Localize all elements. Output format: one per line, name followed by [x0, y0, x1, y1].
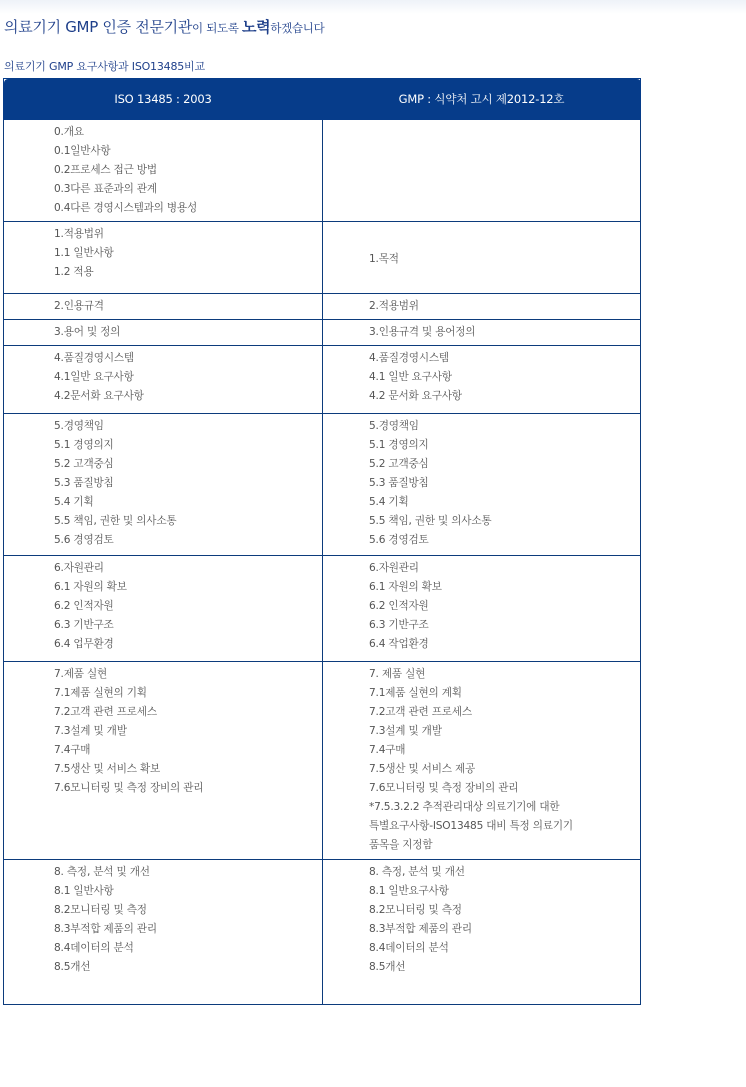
cell-line: 8. 측정, 분석 및 개선 [54, 866, 150, 878]
table-row [4, 320, 641, 346]
cell-line: 6.3 기반구조 [54, 619, 114, 631]
cell-line: 특별요구사항-ISO13485 대비 특정 의료기기 [369, 820, 573, 832]
title-main: 의료기기 GMP 인증 전문기관 [4, 18, 193, 36]
cell-line: 3.용어 및 정의 [54, 326, 121, 338]
gmp-cell [323, 222, 641, 294]
cell-line: 5.6 경영검토 [54, 534, 114, 546]
cell-line: 5.2 고객중심 [369, 458, 429, 470]
cell-line: 8.2모니터링 및 측정 [54, 904, 147, 916]
cell-line: 7. 제품 실현 [369, 668, 426, 680]
gmp-cell [323, 320, 641, 346]
iso-cell [4, 222, 323, 294]
cell-line: 4.품질경영시스템 [369, 352, 449, 364]
cell-line: 7.6모니터링 및 측정 장비의 관리 [369, 782, 519, 794]
cell-line: 8.3부적합 제품의 관리 [369, 923, 472, 935]
iso-cell [4, 860, 323, 1005]
cell-line: 6.2 인적자원 [54, 600, 114, 612]
cell-line: 1.목적 [369, 252, 399, 265]
table-row [4, 294, 641, 320]
cell-line: 7.1제품 실현의 계획 [369, 687, 462, 699]
cell-line: 7.2고객 관련 프로세스 [54, 706, 157, 718]
cell-line: 6.4 업무환경 [54, 638, 114, 650]
cell-line: 2.적용범위 [369, 300, 419, 312]
gmp-cell [323, 346, 641, 414]
page-title [4, 16, 324, 37]
top-gradient-bar [0, 0, 746, 14]
gmp-cell [323, 294, 641, 320]
cell-line: 6.2 인적자원 [369, 600, 429, 612]
iso-cell [4, 346, 323, 414]
iso-cell [4, 320, 323, 346]
cell-line: 5.경영책임 [369, 420, 419, 432]
table-row [4, 662, 641, 860]
cell-line: 7.5생산 및 서비스 제공 [369, 763, 476, 775]
iso-cell [4, 294, 323, 320]
cell-line: 8.4데이터의 분석 [54, 942, 134, 954]
cell-line: 4.1 일반 요구사항 [369, 371, 452, 383]
cell-line: 6.자원관리 [369, 562, 419, 574]
section-title: 의료기기 GMP 요구사항과 ISO13485비교 [4, 60, 205, 73]
cell-line: 5.경영책임 [54, 420, 104, 432]
cell-line: 8.5개선 [369, 961, 406, 973]
cell-line: 6.4 작업환경 [369, 638, 429, 650]
cell-line: 6.3 기반구조 [369, 619, 429, 631]
gmp-cell [323, 662, 641, 860]
cell-line: 1.2 적용 [54, 266, 94, 278]
cell-line: 6.1 자원의 확보 [369, 581, 442, 593]
gmp-cell [323, 414, 641, 556]
title-ending: 하겠습니다 [270, 21, 325, 35]
iso-cell [4, 120, 323, 222]
table-row [4, 222, 641, 294]
table-row [4, 120, 641, 222]
cell-line: 8.1 일반요구사항 [369, 885, 449, 897]
cell-line: 5.6 경영검토 [369, 534, 429, 546]
cell-line: 7.3설계 및 개발 [54, 725, 127, 737]
cell-line: 8.2모니터링 및 측정 [369, 904, 462, 916]
cell-line: 1.1 일반사항 [54, 247, 114, 259]
cell-line: 0.3다른 표준과의 관계 [54, 183, 157, 195]
column-header-iso: ISO 13485 : 2003 [4, 79, 323, 120]
cell-line: 8.5개선 [54, 961, 91, 973]
iso-cell [4, 414, 323, 556]
cell-line: 7.2고객 관련 프로세스 [369, 706, 472, 718]
cell-line: 5.4 기획 [369, 496, 409, 508]
table-row [4, 556, 641, 662]
cell-line: 8.3부적합 제품의 관리 [54, 923, 157, 935]
cell-line: 7.4구매 [54, 744, 91, 756]
cell-line: 7.6모니터링 및 측정 장비의 관리 [54, 782, 204, 794]
cell-line: 8. 측정, 분석 및 개선 [369, 866, 465, 878]
iso-cell [4, 662, 323, 860]
gmp-cell [323, 556, 641, 662]
cell-line: 7.5생산 및 서비스 확보 [54, 763, 161, 775]
cell-line: 7.4구매 [369, 744, 406, 756]
cell-line: 3.인용규격 및 용어정의 [369, 326, 476, 338]
cell-line: 8.1 일반사항 [54, 885, 114, 897]
cell-line: 7.3설계 및 개발 [369, 725, 442, 737]
cell-line: 5.1 경영의지 [54, 439, 114, 451]
cell-line: 7.제품 실현 [54, 668, 108, 680]
cell-line: 5.3 품질방침 [369, 477, 429, 489]
cell-line: 4.2문서화 요구사항 [54, 390, 144, 402]
cell-line: 6.자원관리 [54, 562, 104, 574]
comparison-table [3, 78, 641, 1005]
table-header-row [4, 79, 641, 120]
gmp-cell [323, 120, 641, 222]
cell-line: 0.개요 [54, 126, 84, 138]
table-row [4, 414, 641, 556]
gmp-cell [323, 860, 641, 1005]
cell-line: 4.2 문서화 요구사항 [369, 390, 462, 402]
table-row [4, 346, 641, 414]
cell-line: 8.4데이터의 분석 [369, 942, 449, 954]
cell-line: 2.인용규격 [54, 300, 104, 312]
cell-line: 1.적용법위 [54, 228, 104, 240]
iso-cell [4, 556, 323, 662]
cell-line: 0.1일반사항 [54, 145, 111, 157]
cell-line: 5.3 품질방침 [54, 477, 114, 489]
cell-line: 0.4다른 경영시스템과의 병용성 [54, 202, 197, 214]
cell-line: 5.2 고객중심 [54, 458, 114, 470]
cell-line: 7.1제품 실현의 기획 [54, 687, 147, 699]
cell-line: 4.품질경영시스템 [54, 352, 134, 364]
cell-line: 4.1일반 요구사항 [54, 371, 134, 383]
table-row [4, 860, 641, 1005]
cell-line: 5.5 책임, 권한 및 의사소통 [369, 515, 492, 527]
cell-line: 5.5 책임, 권한 및 의사소통 [54, 515, 177, 527]
title-emphasis: 노력 [241, 18, 271, 36]
cell-line: 5.4 기획 [54, 496, 94, 508]
cell-line: 5.1 경영의지 [369, 439, 429, 451]
cell-line: 품목을 지정함 [369, 839, 433, 851]
cell-line: 6.1 자원의 확보 [54, 581, 127, 593]
cell-line: *7.5.3.2.2 추적관리대상 의료기기에 대한 [369, 801, 560, 813]
cell-line: 0.2프로세스 접근 방법 [54, 164, 157, 176]
column-header-gmp: GMP : 식약처 고시 제2012-12호 [323, 79, 641, 120]
title-connector: 이 되도록 [192, 21, 242, 35]
